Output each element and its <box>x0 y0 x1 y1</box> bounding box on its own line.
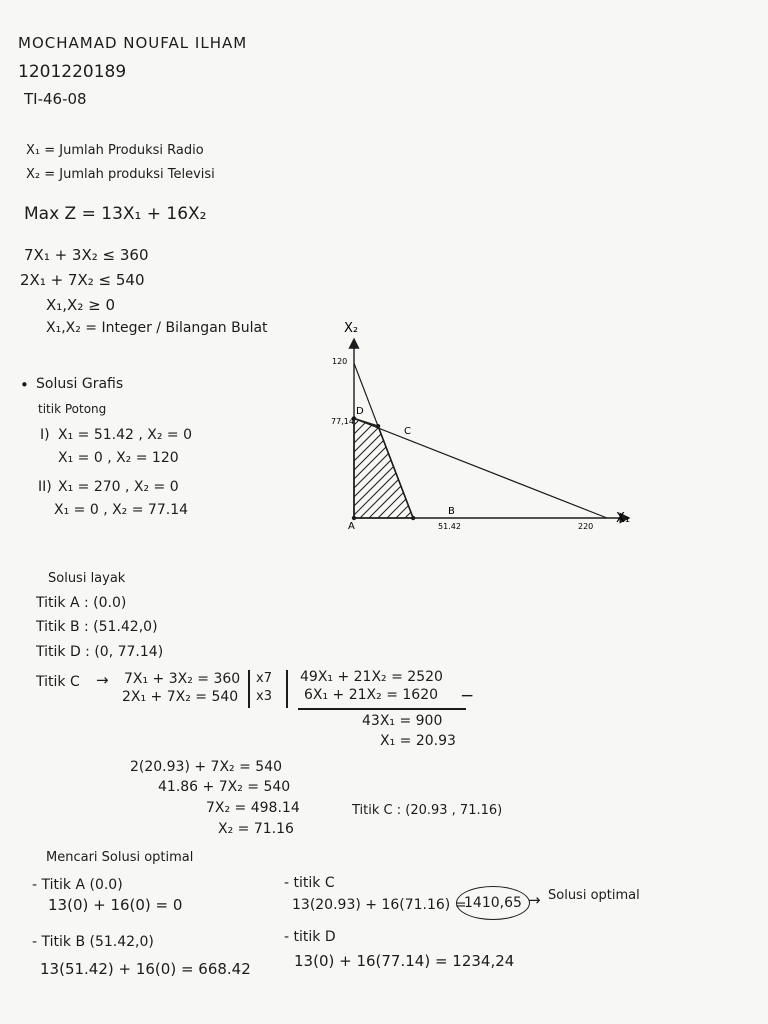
tick-77: 77,14 <box>331 417 354 426</box>
vertex-a <box>352 516 356 520</box>
hatch-line <box>378 408 488 518</box>
subtraction-rule <box>298 708 466 710</box>
optimal-note: Solusi optimal <box>548 888 640 903</box>
hatch-line <box>414 408 524 518</box>
point-label-c: C <box>404 426 411 437</box>
result-2: 6X₁ + 21X₂ = 1620 <box>304 687 439 703</box>
class-code: TI-46-08 <box>24 90 87 108</box>
constraint-4: X₁,X₂ = Integer / Bilangan Bulat <box>46 320 268 336</box>
hatch-line <box>441 408 551 518</box>
opt-d-calc: 13(0) + 16(77.14) = 1234,24 <box>294 952 515 970</box>
case-1-point-b: X₁ = 0 , X₂ = 120 <box>58 450 179 466</box>
hatch-line <box>459 408 569 518</box>
feasible-region-hatch <box>320 408 596 518</box>
variable-x2: X₂ = Jumlah produksi Televisi <box>26 167 215 182</box>
variable-x1: X₁ = Jumlah Produksi Radio <box>26 143 204 158</box>
constraint-1: 7X₁ + 3X₂ ≤ 360 <box>24 246 149 264</box>
opt-c-calc: 13(20.93) + 16(71.16) = <box>292 897 467 913</box>
multiplier-2: x3 <box>256 689 272 704</box>
hatch-line <box>387 408 497 518</box>
back-sub-2: 41.86 + 7X₂ = 540 <box>158 779 291 795</box>
case-2-point-a: X₁ = 270 , X₂ = 0 <box>58 479 179 495</box>
feasible-point-a: Titik A : (0.0) <box>36 595 127 611</box>
lp-graph <box>320 310 660 540</box>
student-id: 1201220189 <box>18 62 127 82</box>
y-axis-label: X₂ <box>344 321 359 336</box>
hatch-line <box>369 408 479 518</box>
opt-a-calc: 13(0) + 16(0) = 0 <box>48 896 183 914</box>
opt-d-label: - titik D <box>284 929 336 945</box>
graphical-subtitle: titik Potong <box>38 402 107 416</box>
hatch-line <box>405 408 515 518</box>
point-label-b: B <box>448 506 455 517</box>
point-label-d: D <box>356 406 364 417</box>
bullet: • <box>20 376 29 394</box>
constraint-2: 2X₁ + 7X₂ ≤ 540 <box>20 271 145 289</box>
solve-1: 43X₁ = 900 <box>362 713 443 729</box>
optimal-title: Mencari Solusi optimal <box>46 850 194 865</box>
tick-220: 220 <box>578 522 594 531</box>
constraint-3: X₁,X₂ ≥ 0 <box>46 296 115 314</box>
hatch-line <box>468 408 578 518</box>
back-sub-1: 2(20.93) + 7X₂ = 540 <box>130 759 283 775</box>
case-2-point-b: X₁ = 0 , X₂ = 77.14 <box>54 502 189 518</box>
hatch-line <box>360 408 470 518</box>
feasible-point-d: Titik D : (0, 77.14) <box>36 644 164 660</box>
multiplier-1: x7 <box>256 671 272 686</box>
point-c-label: Titik C <box>36 674 80 690</box>
hatch-line <box>432 408 542 518</box>
hatch-line <box>477 408 587 518</box>
opt-c-label: - titik C <box>284 875 335 891</box>
tick-120: 120 <box>332 357 348 366</box>
tick-51: 51.42 <box>438 522 461 531</box>
vertex-c <box>376 424 380 428</box>
vertex-b <box>411 516 415 520</box>
opt-a-label: - Titik A (0.0) <box>32 877 123 893</box>
case-1-label: I) <box>40 427 50 443</box>
divider-1 <box>248 670 250 708</box>
case-2-label: II) <box>38 479 52 495</box>
arrow-icon: → <box>96 671 109 689</box>
solve-2: X₁ = 20.93 <box>380 733 456 749</box>
eq-2: 2X₁ + 7X₂ = 540 <box>122 689 239 705</box>
hatch-line <box>423 408 533 518</box>
feasible-title: Solusi layak <box>48 571 126 586</box>
point-label-a: A <box>348 521 355 532</box>
hatch-line <box>342 408 452 518</box>
opt-b-label: - Titik B (51.42,0) <box>32 934 154 950</box>
divider-2 <box>286 670 288 708</box>
minus-sign: − <box>460 686 475 706</box>
graphical-title: Solusi Grafis <box>36 376 124 392</box>
eq-1: 7X₁ + 3X₂ = 360 <box>124 671 241 687</box>
hatch-line <box>486 408 596 518</box>
x-axis-label: X₁ <box>616 511 631 526</box>
point-c-result: Titik C : (20.93 , 71.16) <box>352 803 503 818</box>
feasible-point-b: Titik B : (51.42,0) <box>36 619 158 635</box>
student-name: MOCHAMAD NOUFAL ILHAM <box>18 34 248 52</box>
case-1-point-a: X₁ = 51.42 , X₂ = 0 <box>58 427 193 443</box>
objective-function: Max Z = 13X₁ + 16X₂ <box>24 204 207 224</box>
back-sub-4: X₂ = 71.16 <box>218 821 294 837</box>
hatch-line <box>396 408 506 518</box>
arrow-icon: → <box>528 891 541 909</box>
opt-c-value: 1410,65 <box>464 895 522 911</box>
opt-b-calc: 13(51.42) + 16(0) = 668.42 <box>40 960 251 978</box>
back-sub-3: 7X₂ = 498.14 <box>206 800 300 816</box>
result-1: 49X₁ + 21X₂ = 2520 <box>300 669 443 685</box>
